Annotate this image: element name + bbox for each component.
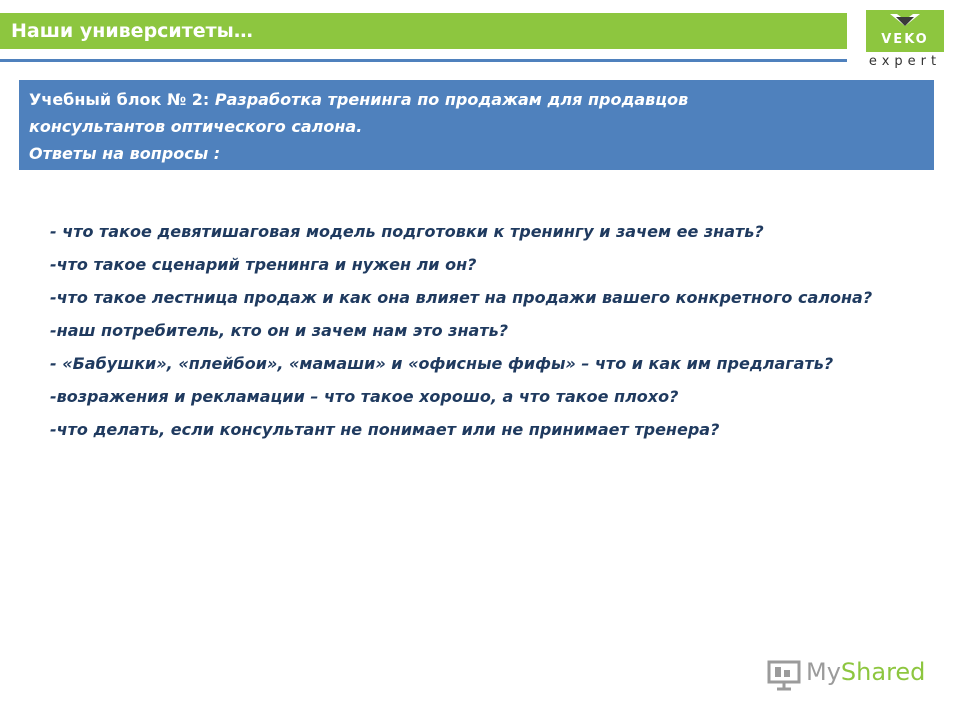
- list-item: - что такое девятишаговая модель подготовки к тренингу и зачем ее знать?: [50, 222, 764, 241]
- watermark-my: My: [806, 658, 841, 686]
- list-item: - «Бабушки», «плейбои», «мамаши» и «офисные фифы» – что и как им предлагать?: [50, 354, 834, 373]
- list-item: -что делать, если консультант не понимает или не принимает тренера?: [50, 420, 720, 439]
- list-item: -возражения и рекламации – что такое хорошо, а что такое плохо?: [50, 387, 679, 406]
- logo-badge: [866, 10, 944, 52]
- veko-expert-logo: [862, 10, 948, 68]
- block-prefix: Учебный блок № 2:: [29, 90, 215, 109]
- logo-brand-text: VEKO: [881, 32, 929, 47]
- logo-mark-icon: [866, 10, 944, 52]
- block-title-line1: Разработка тренинга по продажам для продавцов: [214, 90, 689, 109]
- list-item: -наш потребитель, кто он и зачем нам это знать?: [50, 321, 508, 340]
- block-subtitle: Ответы на вопросы :: [29, 144, 221, 163]
- section-header: [19, 80, 934, 170]
- watermark-text: [806, 658, 925, 686]
- myshared-watermark: [766, 656, 936, 692]
- header-divider: [0, 59, 847, 62]
- presentation-icon: [766, 656, 802, 692]
- list-item: -что такое сценарий тренинга и нужен ли он?: [50, 255, 477, 274]
- block-title-line2: консультантов оптического салона.: [29, 117, 363, 136]
- questions-list: [50, 218, 930, 449]
- logo-subtitle: expert: [868, 54, 942, 69]
- watermark-shared: Shared: [840, 658, 926, 686]
- list-item: -что такое лестница продаж и как она влияет на продажи вашего конкретного салона?: [50, 288, 873, 307]
- page-title: Наши университеты…: [11, 20, 253, 42]
